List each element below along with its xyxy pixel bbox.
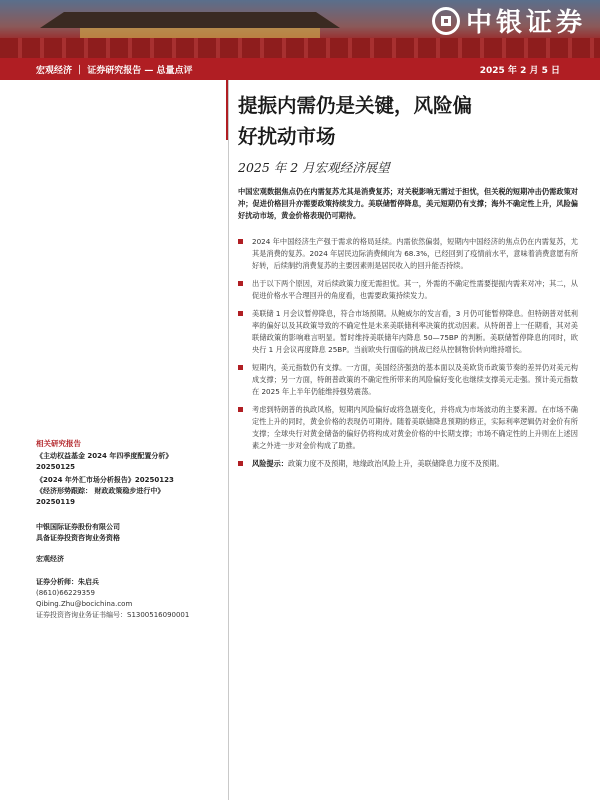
key-point-text: 2024 年中国经济生产强于需求的格局延续。内需依然偏弱，短期内中国经济的焦点仍在内需复苏，尤其是消费的复苏。2024 年居民边际消费倾向为 68.3%，已经回到了疫情前水平，意味着消费意愿有所好转，后续制约消费复苏的主要因素则是居民收入的回升能否持续。 bbox=[252, 237, 579, 270]
analyst-email[interactable]: Qibing.Zhu@bocichina.com bbox=[36, 600, 133, 608]
org-qualification: 具备证券投资咨询业务资格 bbox=[36, 534, 120, 542]
main-content bbox=[238, 90, 578, 476]
risk-warning-text: 政策力度不及预期，地缘政治风险上升，美联储降息力度不及预期。 bbox=[287, 459, 504, 468]
bullet-square-icon bbox=[238, 281, 243, 286]
risk-warning-label: 风险提示： bbox=[252, 459, 288, 468]
bullet-square-icon bbox=[238, 461, 243, 466]
report-category: 宏观经济 ｜ 证券研究报告 — 总量点评 bbox=[36, 66, 193, 76]
column-divider bbox=[228, 80, 229, 800]
related-reports-title: 相关研究报告 bbox=[36, 439, 81, 448]
bullet-square-icon bbox=[238, 239, 243, 244]
key-point bbox=[238, 308, 578, 356]
related-report-title[interactable]: 《2024 年外汇市场分析报告》20250123 bbox=[36, 476, 174, 484]
key-point-text: 出于以下两个原因，对后续政策力度无需担忧。其一，外需的不确定性需要提振内需来对冲；其二，从促进价格水平合理回升的角度看，也需要政策持续发力。 bbox=[252, 279, 578, 300]
key-point-text: 短期内，美元指数仍有支撑。一方面，美国经济强劲的基本面以及美欧货币政策节奏的差异仍对美元构成支撑；另一方面，特朗普政策的不确定性所带来的风险偏好变化也继续支撑美元走强。预计美元指数在 2025 年上半年仍能维持强势震荡。 bbox=[252, 363, 578, 396]
header-banner bbox=[0, 0, 600, 58]
key-point bbox=[238, 404, 578, 452]
org-name: 中银国际证券股份有限公司 bbox=[36, 523, 120, 531]
key-point bbox=[238, 278, 578, 302]
key-point-text: 美联储 1 月会议暂停降息，符合市场预期。从鲍威尔的发言看，3 月仍可能暂停降息。但特朗普对低利率的偏好以及其政策导致的不确定性是未来美联储利率决策的扰动因素。从特朗普上一任期看，其对美联储政策的影响难言明显。暂时维持美联储年内降息 50—75BP 的判断。美联储暂停降息的同时，欧央行 1 月会议再度降息 25BP。当前欧央行面临的挑战已经从控制物价转向维持增长。 bbox=[252, 309, 578, 354]
bullet-square-icon bbox=[238, 407, 243, 412]
report-subtitle: 2025 年 2 月宏观经济展望 bbox=[238, 160, 390, 175]
key-points-list bbox=[238, 236, 578, 470]
summary-paragraph: 中国宏观数据焦点仍在内需复苏尤其是消费复苏；对关税影响无需过于担忧，但关税的短期冲击仍需政策对冲；促进价格回升亦需要政策持续发力。美联储暂停降息，美元短期仍有支撑；海外不确定性上升，风险偏好扰动市场，黄金价格表现仍可期待。 bbox=[238, 187, 578, 220]
analyst-phone: (8610)66229359 bbox=[36, 589, 95, 597]
bullet-square-icon bbox=[238, 311, 243, 316]
analyst-name: 证券分析师：朱启兵 bbox=[36, 578, 99, 586]
related-report-date: 20250119 bbox=[36, 498, 75, 506]
report-title bbox=[238, 90, 578, 152]
sector-label: 宏观经济 bbox=[36, 555, 64, 563]
key-point bbox=[238, 362, 578, 398]
risk-warning bbox=[238, 458, 578, 470]
report-date: 2025 年 2 月 5 日 bbox=[479, 66, 560, 76]
related-report-date: 20250125 bbox=[36, 463, 75, 471]
boc-logo-icon bbox=[432, 7, 460, 35]
palace-roof-image bbox=[40, 8, 340, 28]
column-divider-accent bbox=[226, 80, 228, 140]
category-bar bbox=[0, 58, 600, 80]
related-report-title[interactable]: 《经济形势跟踪： 财政政策稳步进行中》 bbox=[36, 487, 165, 495]
report-title-line2: 好扰动市场 bbox=[238, 125, 336, 148]
brand bbox=[432, 2, 586, 39]
bullet-square-icon bbox=[238, 365, 243, 370]
palace-wall-image bbox=[0, 38, 600, 58]
report-title-line1: 提振内需仍是关键，风险偏 bbox=[238, 94, 473, 117]
analyst-license: 证券投资咨询业务证书编号：S1300516090001 bbox=[36, 611, 190, 619]
sidebar bbox=[36, 438, 221, 621]
related-report-title[interactable]: 《主动权益基金 2024 年四季度配置分析》 bbox=[36, 452, 173, 460]
brand-name: 中银证券 bbox=[465, 8, 586, 38]
key-point-text: 考虑到特朗普的执政风格，短期内风险偏好或将急剧变化，并将成为市场波动的主要来源。在市场不确定性上升的同时，黄金价格的表现仍可期待。随着美联储降息预期的修正，实际利率逻辑仍对金价有所支撑；全球央行对黄金储备的偏好仍将构成对黄金价格的中长期支撑；市场不确定性的上升则在上述因素之外进一步对金价构成了助推。 bbox=[252, 405, 578, 450]
key-point bbox=[238, 236, 578, 272]
